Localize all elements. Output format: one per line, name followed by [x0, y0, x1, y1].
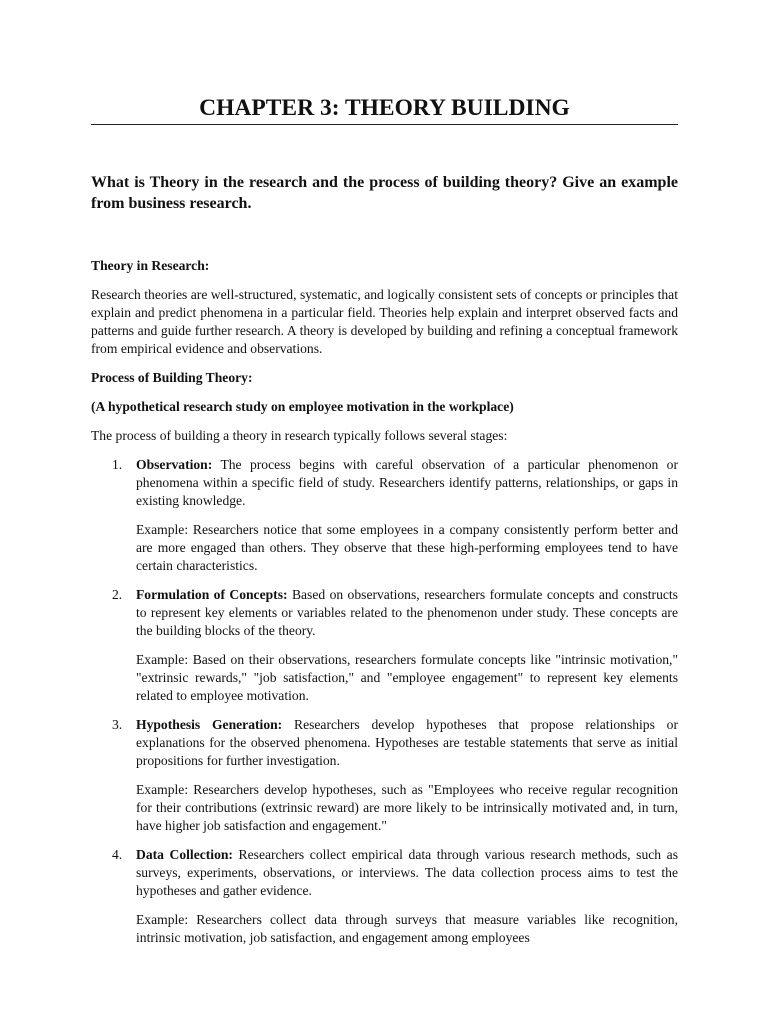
- step-example: Example: Researchers develop hypotheses, such as "Employees who receive regular recognition for their contributions (extrinsic reward) are more likely to be intrinsically motivated and, in turn, have higher job satisfaction and engagement.": [136, 782, 678, 833]
- step-description-paragraph: [136, 716, 678, 770]
- step-term: Observation:: [136, 457, 213, 472]
- theory-in-research-paragraph: Research theories are well-structured, systematic, and logically consistent sets of concepts or principles that explain and predict phenomena in a particular field. Theories help explain and interpret observed facts and patterns and guide further research. A theory is developed by building and refining a conceptual framework from empirical evidence and observations.: [91, 287, 678, 356]
- title-underline: [91, 124, 678, 125]
- list-item: [91, 456, 678, 575]
- step-term: Data Collection:: [136, 847, 233, 862]
- step-number: 4.: [112, 847, 123, 862]
- step-number: 2.: [112, 587, 123, 602]
- list-item: [91, 716, 678, 835]
- document-body: [91, 257, 678, 958]
- list-item: [91, 846, 678, 947]
- step-example: Example: Based on their observations, researchers formulate concepts like "intrinsic motivation," "extrinsic rewards," "job satisfaction," and "employee engagement" to represent key elements related to employee motivation.: [136, 652, 678, 703]
- step-term: Formulation of Concepts:: [136, 587, 288, 602]
- step-example: Example: Researchers notice that some employees in a company consistently perform better and are more engaged than others. They observe that these high-performing employees tend to have certain characteristics.: [136, 522, 678, 573]
- process-steps-list: [91, 456, 678, 947]
- list-item: [91, 586, 678, 705]
- step-description: Researchers collect empirical data through various research methods, such as surveys, experiments, observations, or interviews. The data collection process aims to test the hypotheses and gather evidence.: [136, 847, 678, 898]
- chapter-title: CHAPTER 3: THEORY BUILDING: [199, 95, 570, 121]
- theory-in-research-heading: Theory in Research:: [91, 258, 210, 273]
- step-number: 1.: [112, 457, 123, 472]
- step-number: 3.: [112, 717, 123, 732]
- question-heading: What is Theory in the research and the process of building theory? Give an example from business research.: [91, 174, 678, 212]
- step-term: Hypothesis Generation:: [136, 717, 283, 732]
- step-description: The process begins with careful observation of a particular phenomenon or phenomena within a specific field of study. Researchers identify patterns, relationships, or gaps in existing knowledge.: [136, 457, 678, 508]
- step-description-paragraph: [136, 846, 678, 900]
- step-description: Researchers develop hypotheses that propose relationships or explanations for the observed phenomena. Hypotheses are testable statements that serve as initial propositions for further investigation.: [136, 717, 678, 768]
- process-heading: Process of Building Theory:: [91, 370, 253, 385]
- process-intro: The process of building a theory in research typically follows several stages:: [91, 428, 508, 443]
- step-description-paragraph: [136, 586, 678, 640]
- step-example: Example: Researchers collect data through surveys that measure variables like recognition, intrinsic motivation, job satisfaction, and engagement among employees: [136, 912, 678, 945]
- step-description-paragraph: [136, 456, 678, 510]
- step-description: Based on observations, researchers formulate concepts and constructs to represent key elements or variables related to the phenomenon under study. These concepts are the building blocks of the theory.: [136, 587, 678, 638]
- study-heading: (A hypothetical research study on employee motivation in the workplace): [91, 399, 514, 414]
